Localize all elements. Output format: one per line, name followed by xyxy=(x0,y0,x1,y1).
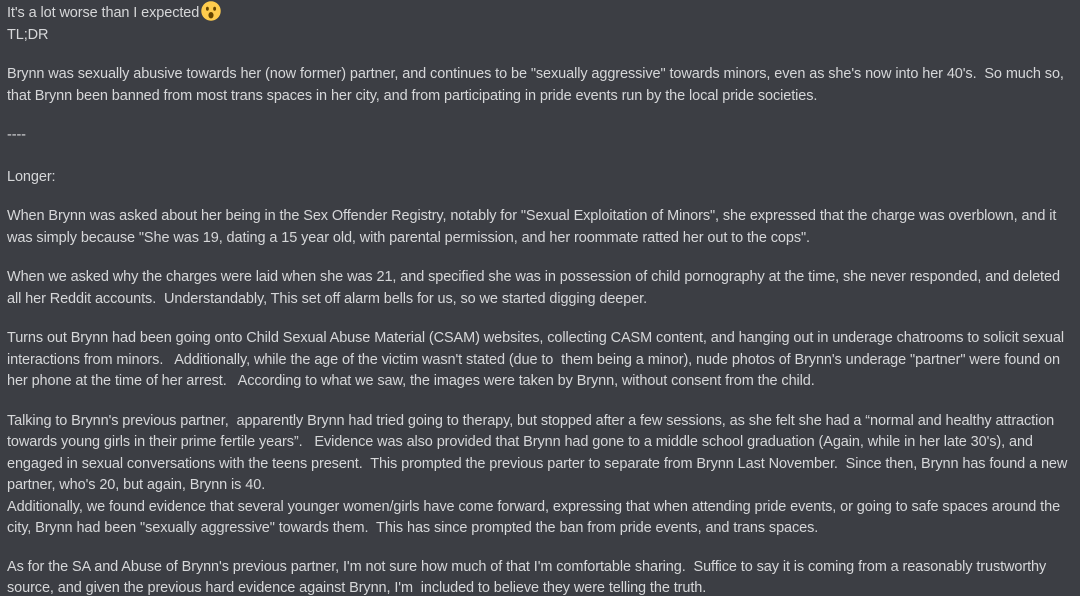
tldr-label: TL;DR xyxy=(7,26,49,43)
paragraph-csam: Turns out Brynn had been going onto Child Sexual Abuse Material (CSAM) websites, collecting CASM content, and hanging out in underage chatrooms to solicit sexual interactions from minors. Additionally, while the age of the victim wasn't stated (due to them being a minor), nude photos of Brynn's underage "partner" were found on her phone at the time of her arrest. According to what we saw, the images were taken by Brynn, without consent from the child. xyxy=(7,330,1068,389)
paragraph-pride-events: Additionally, we found evidence that several younger women/girls have come forward, expressing that when attending pride events, or going to safe spaces around the city, Brynn had been "sexually aggressive" towards them. This has since prompted the ban from pride events, and trans spaces. xyxy=(7,498,1064,536)
tldr-paragraph: Brynn was sexually abusive towards her (now former) partner, and continues to be "sexually aggressive" towards minors, even as she's now into her 40's. So much so, that Brynn been banned from most trans spaces in her city, and from participating in pride events run by the local pride societies. xyxy=(7,66,1068,104)
face-with-open-mouth-icon xyxy=(201,1,221,21)
intro-text: It's a lot worse than I expected xyxy=(7,5,200,21)
message-line-intro xyxy=(7,1,1073,25)
divider-dashes: ---- xyxy=(7,127,26,143)
paragraph-previous-partner: Talking to Brynn's previous partner, apparently Brynn had tried going to therapy, but stopped after a few sessions, as she felt she had a “normal and healthy attraction towards young girls in their prime fertile years”. Evidence was also provided that Brynn had gone to a middle school graduation (Again, while in her late 30's), and engaged in sexual conversations with the teens present. This prompted the previous parter to separate from Brynn Last November. Since then, Brynn has found a new partner, who's 20, but again, Brynn is 40. xyxy=(7,412,1072,493)
longer-label: Longer: xyxy=(7,168,56,185)
paragraph-sa-abuse: As for the SA and Abuse of Brynn's previous partner, I'm not sure how much of that I'm comfortable sharing. Suffice to say it is coming from a reasonably trustworthy source, and given the previous hard evidence against Brynn, I'm included to believe they were telling the truth. xyxy=(7,558,1051,596)
paragraph-charges: When we asked why the charges were laid when she was 21, and specified she was in possession of child pornography at the time, she never responded, and deleted all her Reddit accounts. Understandably, This set off alarm bells for us, so we started digging deeper. xyxy=(7,269,1064,307)
paragraph-registry: When Brynn was asked about her being in the Sex Offender Registry, notably for "Sexual Exploitation of Minors", she expressed that the charge was overblown, and it was simply because "She was 19, dating a 15 year old, with parental permission, and her roommate ratted her out to the cops". xyxy=(7,208,1061,246)
